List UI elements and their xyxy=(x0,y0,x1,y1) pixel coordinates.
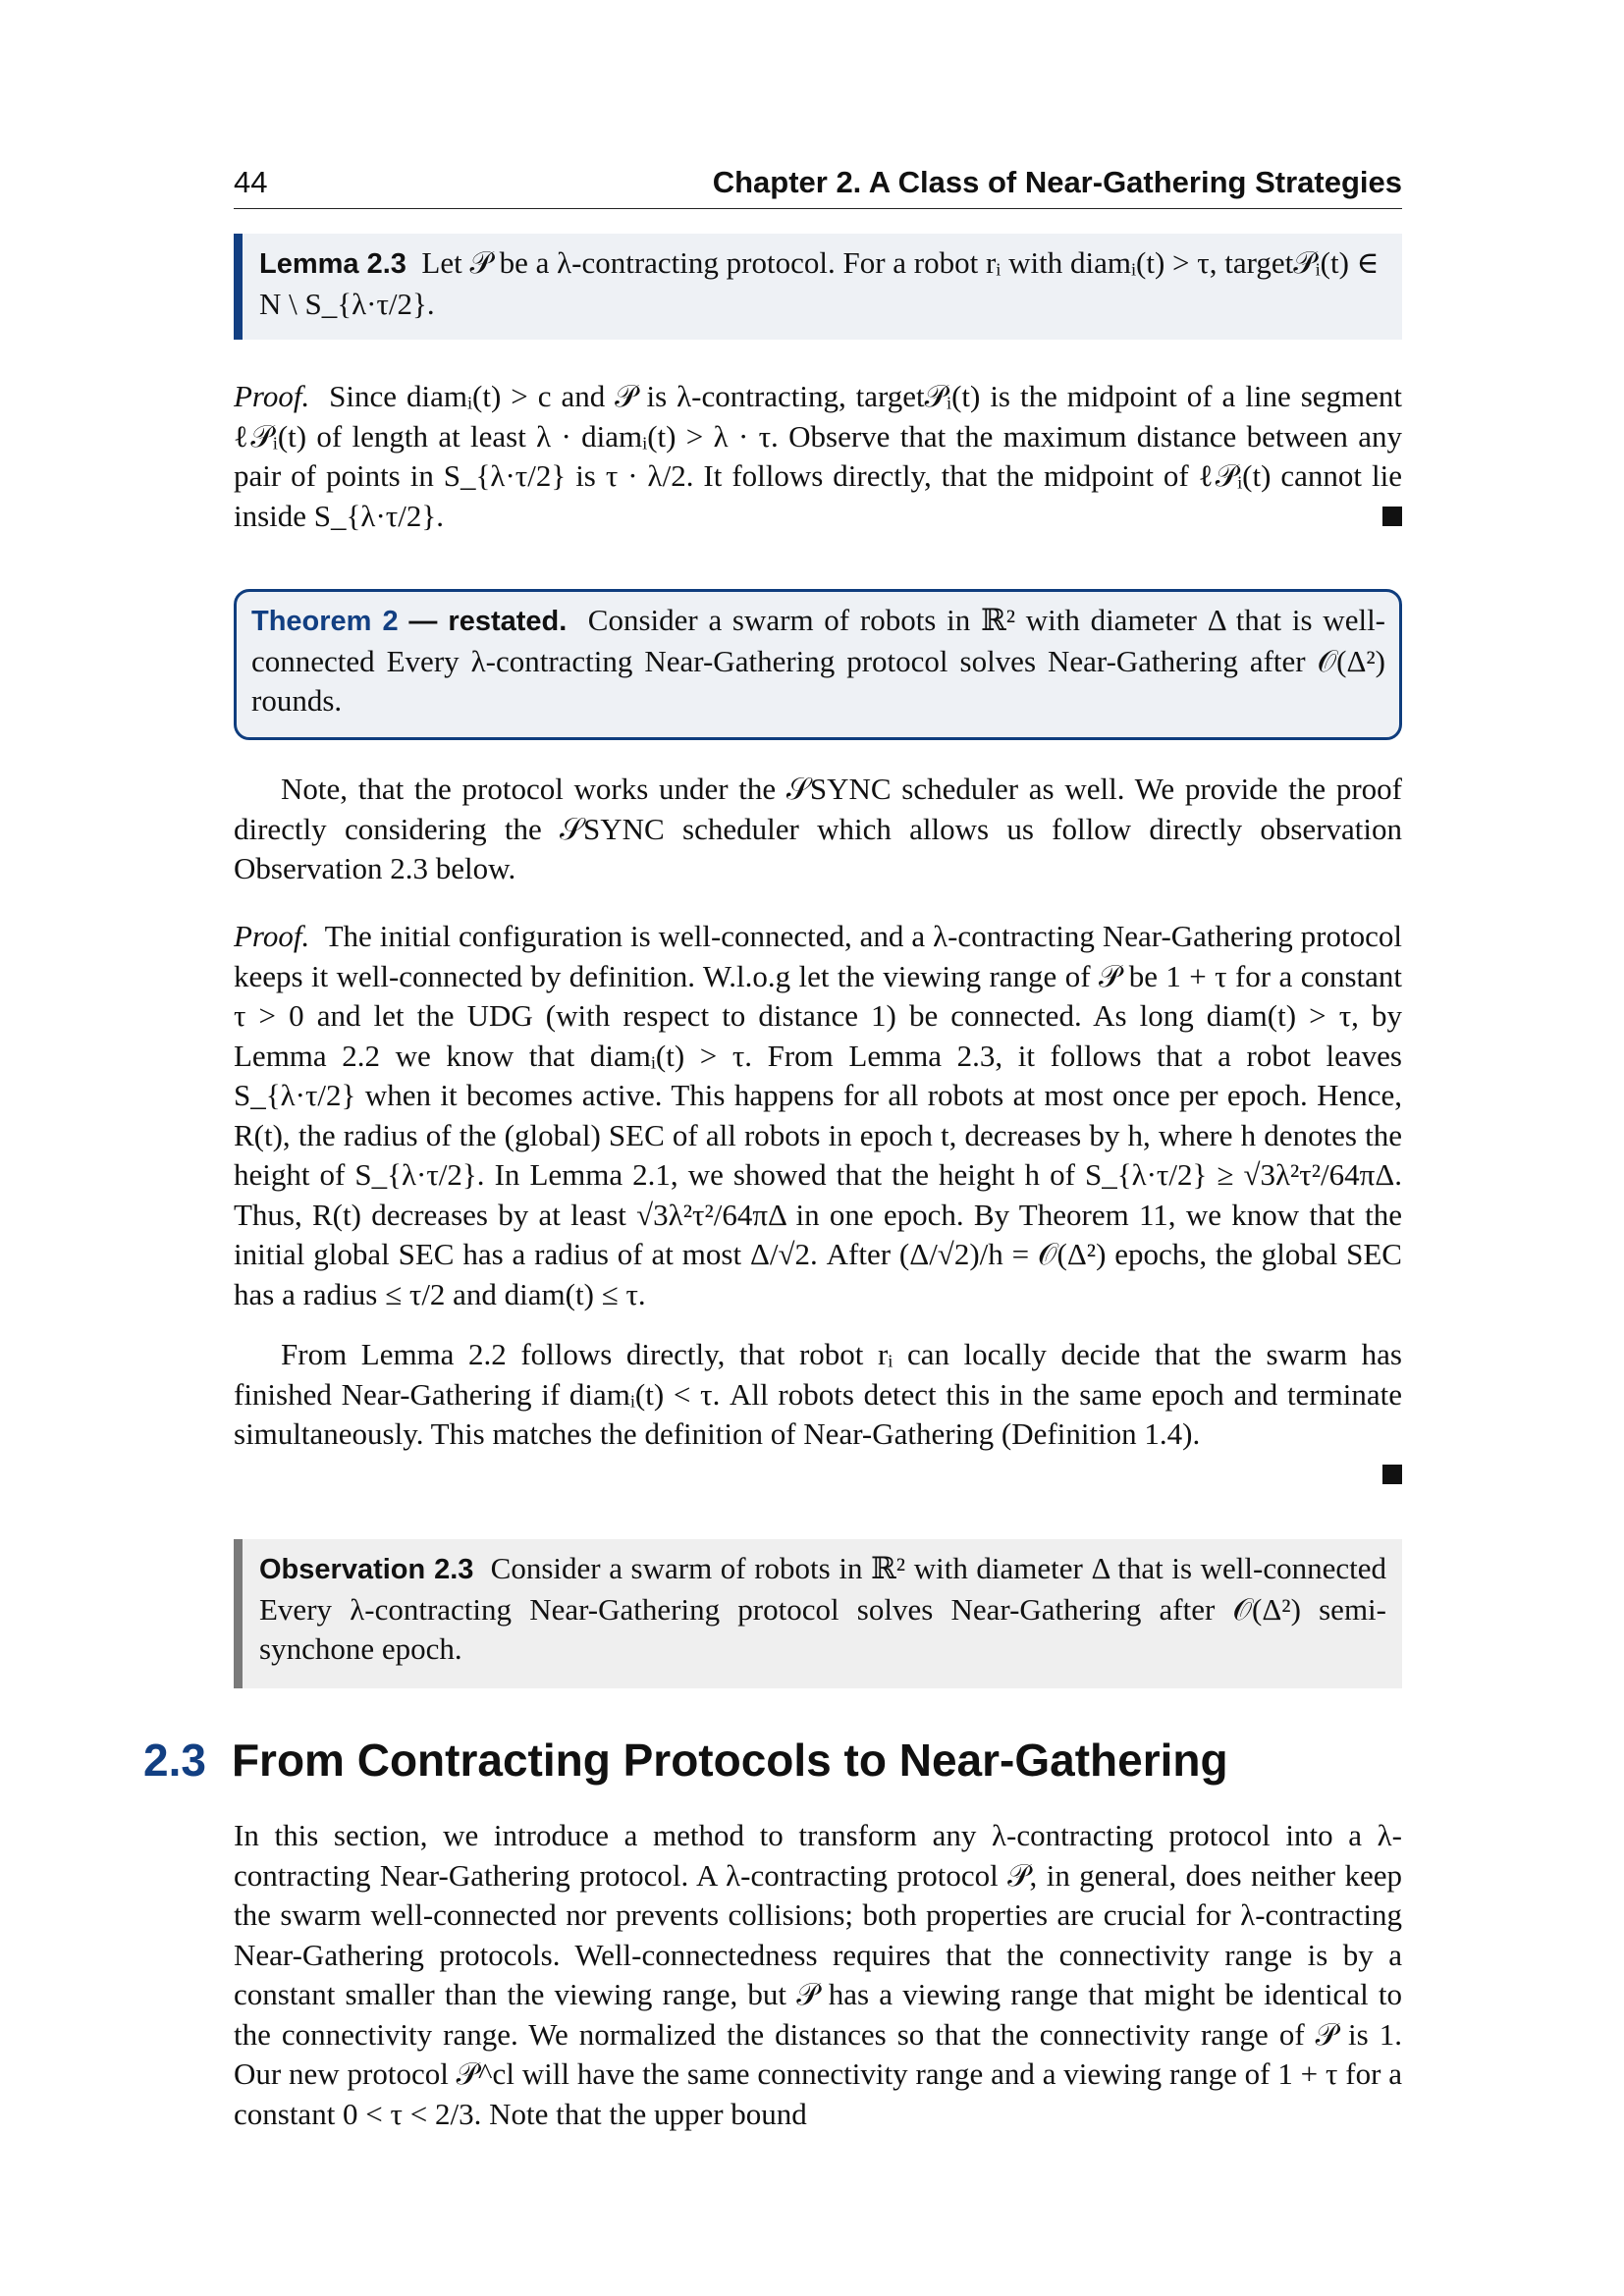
proof-text: The initial configuration is well-connected, and a λ-contracting Near-Gathering protocol keeps it well-connected by definition. W.l.o.g let the viewing range of 𝒫 be 1 + τ for a constant τ > 0 and let the UDG (with respect to distance 1) be connected. As long diam(t) > τ, by Lemma 2.2 we know that diamᵢ(t) > τ. From Lemma 2.3, it follows that a robot leaves S_{λ·τ/2} when it becomes active. This happens for all robots at most once per epoch. Hence, R(t), the radius of the (global) SEC of all robots in epoch t, decreases by h, where h denotes the height of S_{λ·τ/2}. In Lemma 2.1, we showed that the height h of S_{λ·τ/2} ≥ √3λ²τ²/64πΔ. Thus, R(t) decreases by at least √3λ²τ²/64πΔ in one epoch. By Theorem 11, we know that the initial global SEC has a radius of at most Δ/√2. After (Δ/√2)/h = 𝒪(Δ²) epochs, the global SEC has a radius ≤ τ/2 and diam(t) ≤ τ. xyxy=(234,919,1402,1311)
proof-theorem-continued: From Lemma 2.2 follows directly, that robot rᵢ can locally decide that the swarm has finished Near-Gathering if diamᵢ(t) < τ. All robots detect this in the same epoch and terminate simultaneously. This matches the definition of Near-Gathering (Definition 1.4). xyxy=(234,1337,1402,1451)
theorem-label: Theorem 2 xyxy=(251,606,399,637)
proof-label: Proof. xyxy=(234,379,310,413)
proof-lemma xyxy=(234,377,1402,536)
theorem-restated: — restated. xyxy=(408,606,568,637)
theorem-box xyxy=(234,589,1402,740)
observation-box xyxy=(234,1539,1402,1688)
qed-symbol xyxy=(1382,1465,1402,1484)
qed-symbol xyxy=(1382,507,1402,526)
proof-text: Since diamᵢ(t) > c and 𝒫 is λ-contracting, target𝒫ᵢ(t) is the midpoint of a line segment ℓ𝒫ᵢ(t) of length at least λ · diamᵢ(t) > λ · τ. Observe that the maximum distance between any pair of points in S_{λ·τ/2} is τ · λ/2. It follows directly, that the midpoint of ℓ𝒫ᵢ(t) cannot lie inside S_{λ·τ/2}. xyxy=(234,379,1402,533)
section-paragraph: In this section, we introduce a method to transform any λ-contracting protocol into a λ-contracting Near-Gathering protocol. A λ-contracting protocol 𝒫, in general, does neither keep the swarm well-connected nor prevents collisions; both properties are crucial for λ-contracting Near-Gathering protocols. Well-connectedness requires that the connectivity range is by a constant smaller than the viewing range, but 𝒫 has a viewing range that might be identical to the connectivity range. We normalized the distances so that the connectivity range of 𝒫 is 1. Our new protocol 𝒫^cl will have the same connectivity range and a viewing range of 1 + τ for a constant 0 < τ < 2/3. Note that the upper bound xyxy=(234,1818,1402,2131)
section-number: 2.3 xyxy=(143,1735,206,1786)
lemma-label: Lemma 2.3 xyxy=(259,248,406,280)
chapter-title: Chapter 2. A Class of Near-Gathering Strategies xyxy=(712,165,1402,199)
observation-text: Consider a swarm of robots in ℝ² with diameter Δ that is well-connected Every λ-contracting Near-Gathering protocol solves Near-Gathering after 𝒪(Δ²) semi-synchone epoch. xyxy=(259,1551,1386,1666)
lemma-text: Let 𝒫 be a λ-contracting protocol. For a robot rᵢ with diamᵢ(t) > τ, target𝒫ᵢ(t) ∈ N \ S_{λ·τ/2}. xyxy=(259,245,1380,321)
proof-label: Proof. xyxy=(234,919,310,953)
lemma-box xyxy=(234,234,1402,340)
page-number: 44 xyxy=(234,165,268,199)
proof-theorem xyxy=(234,917,1402,1314)
section-heading xyxy=(143,1734,1228,1787)
observation-label: Observation 2.3 xyxy=(259,1554,474,1585)
note-paragraph: Note, that the protocol works under the 𝒮SYNC scheduler as well. We provide the proof directly considering the 𝒮SYNC scheduler which allows us follow directly observation Observation 2.3 below. xyxy=(234,772,1402,885)
running-header xyxy=(234,165,1402,209)
section-title: From Contracting Protocols to Near-Gathering xyxy=(231,1735,1228,1786)
theorem-text: Consider a swarm of robots in ℝ² with diameter Δ that is well-connected Every λ-contracting Near-Gathering protocol solves Near-Gathering after 𝒪(Δ²) rounds. xyxy=(251,603,1386,718)
